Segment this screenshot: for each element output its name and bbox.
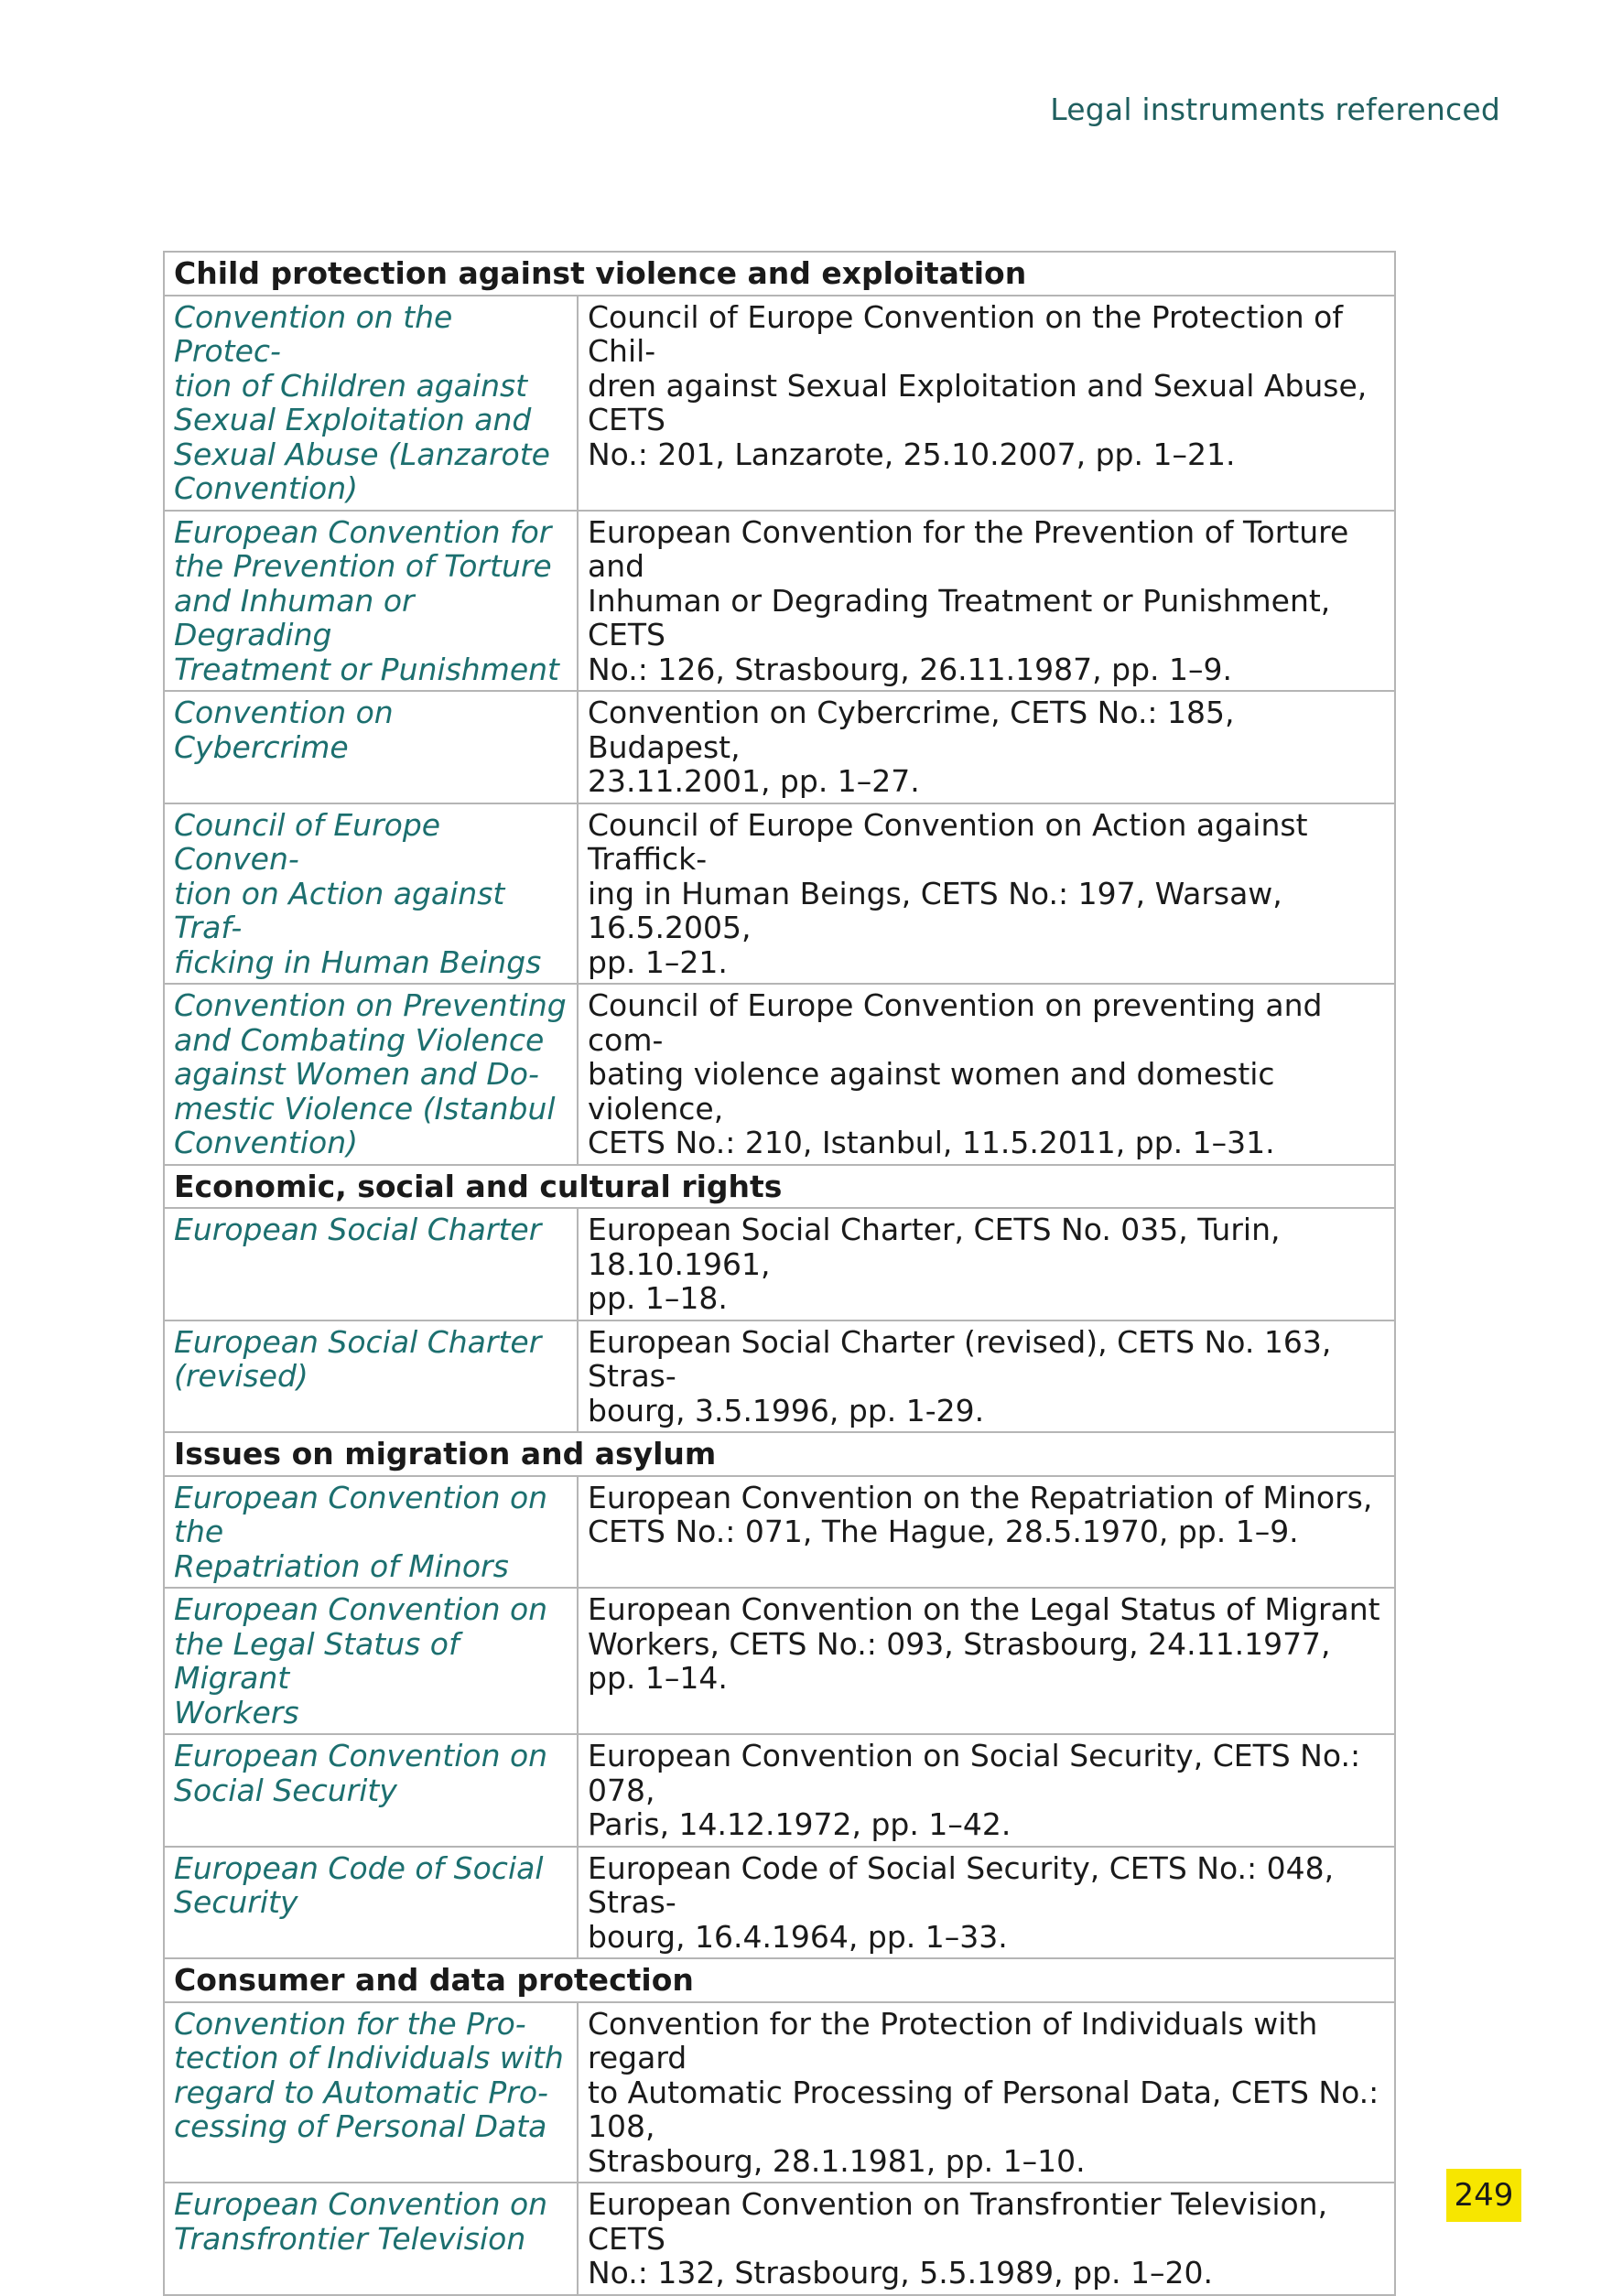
table-row [164,511,1395,692]
instrument-short-name: European Convention for the Prevention of Torture and Inhuman or Degrading Treatment or Punishment [164,511,578,692]
table-row [164,1208,1395,1320]
legal-instruments-table [163,251,1396,2296]
instrument-short-name: European Convention on the Legal Status of Migrant Workers [164,1588,578,1734]
instrument-short-name: European Convention on the Repatriation of Minors [164,1476,578,1589]
instrument-full-citation: European Convention for the Prevention of Torture and Inhuman or Degrading Treatment or Punishment, CETS No.: 126, Strasbourg, 26.11.1987, pp. 1–9. [578,511,1395,692]
instrument-short-name: Convention on Cybercrime [164,691,578,803]
instrument-short-name: European Convention on Transfrontier Television [164,2183,578,2295]
instrument-full-citation: European Convention on the Repatriation of Minors, CETS No.: 071, The Hague, 28.5.1970, pp. 1–9. [578,1476,1395,1589]
instrument-full-citation: European Code of Social Security, CETS No.: 048, Stras- bourg, 16.4.1964, pp. 1–33. [578,1847,1395,1959]
section-header-row [164,252,1395,296]
instrument-full-citation: European Social Charter (revised), CETS No. 163, Stras- bourg, 3.5.1996, pp. 1-29. [578,1320,1395,1433]
table-row [164,2002,1395,2183]
section-title: Consumer and data protection [164,1958,1395,2002]
instrument-full-citation: European Convention on the Legal Status of Migrant Workers, CETS No.: 093, Strasbourg, 24.11.1977, pp. 1–14. [578,1588,1395,1734]
instrument-short-name: European Social Charter (revised) [164,1320,578,1433]
table-row [164,1847,1395,1959]
instrument-short-name: Convention on Preventing and Combating Violence against Women and Do- mestic Violence (Istanbul Convention) [164,984,578,1165]
table-row [164,1476,1395,1589]
table-row [164,1588,1395,1734]
section-title: Issues on migration and asylum [164,1432,1395,1476]
instrument-full-citation: European Convention on Social Security, CETS No.: 078, Paris, 14.12.1972, pp. 1–42. [578,1734,1395,1847]
table-row [164,1734,1395,1847]
instrument-short-name: European Convention on Social Security [164,1734,578,1847]
instrument-short-name: Convention on the Protec- tion of Children against Sexual Exploitation and Sexual Abuse (Lanzarote Convention) [164,296,578,511]
instrument-full-citation: Council of Europe Convention on preventing and com- bating violence against women and domestic violence, CETS No.: 210, Istanbul, 11.5.2011, pp. 1–31. [578,984,1395,1165]
table-row [164,2183,1395,2295]
table-row [164,1320,1395,1433]
instrument-full-citation: Council of Europe Convention on the Protection of Chil- dren against Sexual Exploitation and Sexual Abuse, CETS No.: 201, Lanzarote, 25.10.2007, pp. 1–21. [578,296,1395,511]
page-number: 249 [1446,2169,1521,2222]
section-title: Economic, social and cultural rights [164,1165,1395,1209]
table-row [164,691,1395,803]
instrument-short-name: Council of Europe Conven- tion on Action against Traf- ficking in Human Beings [164,803,578,985]
section-header-row [164,1958,1395,2002]
instrument-full-citation: Convention for the Protection of Individuals with regard to Automatic Processing of Personal Data, CETS No.: 108, Strasbourg, 28.1.1981, pp. 1–10. [578,2002,1395,2183]
instrument-short-name: European Code of Social Security [164,1847,578,1959]
section-header-row [164,1432,1395,1476]
instrument-short-name: European Social Charter [164,1208,578,1320]
instrument-short-name: Convention for the Pro- tection of Individuals with regard to Automatic Pro- cessing of Personal Data [164,2002,578,2183]
section-header-row [164,1165,1395,1209]
table-row [164,984,1395,1165]
instrument-full-citation: European Social Charter, CETS No. 035, Turin, 18.10.1961, pp. 1–18. [578,1208,1395,1320]
instrument-full-citation: Council of Europe Convention on Action against Traffick- ing in Human Beings, CETS No.: 197, Warsaw, 16.5.2005, pp. 1–21. [578,803,1395,985]
table-row [164,803,1395,985]
running-header: Legal instruments referenced [1050,92,1500,127]
section-title: Child protection against violence and exploitation [164,252,1395,296]
instrument-full-citation: Convention on Cybercrime, CETS No.: 185, Budapest, 23.11.2001, pp. 1–27. [578,691,1395,803]
instrument-full-citation: European Convention on Transfrontier Television, CETS No.: 132, Strasbourg, 5.5.1989, pp. 1–20. [578,2183,1395,2295]
table-row [164,296,1395,511]
